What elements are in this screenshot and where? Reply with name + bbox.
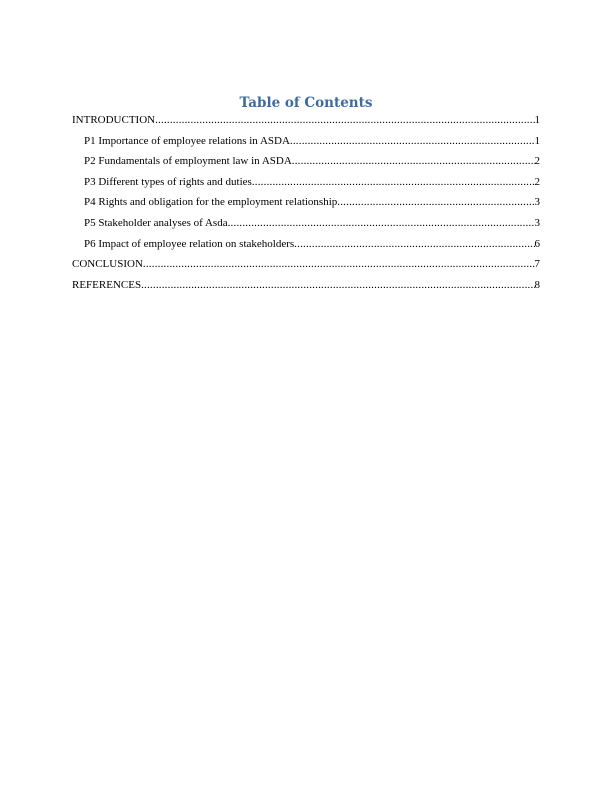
toc-entry-page: 1	[534, 134, 540, 147]
toc-entry-page: 6	[534, 237, 540, 250]
toc-entry-p4[interactable]	[72, 196, 540, 217]
dot-leader	[337, 196, 534, 208]
toc-entry-conclusion[interactable]	[72, 258, 540, 279]
dot-leader	[141, 279, 534, 291]
toc-entry-label: P5 Stakeholder analyses of Asda	[84, 216, 228, 229]
toc-entry-label: P2 Fundamentals of employment law in ASDA	[84, 155, 292, 168]
toc-entry-references[interactable]	[72, 279, 540, 300]
toc-entry-page: 7	[534, 258, 540, 271]
toc-entry-label: CONCLUSION	[72, 258, 143, 271]
toc-entry-p3[interactable]	[72, 176, 540, 197]
toc-entry-page: 1	[534, 114, 540, 126]
toc-entry-p6[interactable]	[72, 238, 540, 259]
toc-entry-page: 2	[534, 155, 540, 168]
toc-entry-label: P1 Importance of employee relations in ASDA	[84, 134, 290, 147]
toc-entry-page: 3	[534, 196, 540, 209]
toc-entry-p1[interactable]	[72, 135, 540, 156]
dot-leader	[290, 135, 535, 147]
toc-entry-label: P6 Impact of employee relation on stakeholders	[84, 237, 295, 250]
dot-leader	[292, 155, 535, 167]
toc-entry-page: 3	[534, 216, 540, 229]
toc-entry-p5[interactable]	[72, 217, 540, 238]
toc-entry-introduction[interactable]	[72, 114, 540, 135]
dot-leader	[143, 258, 535, 270]
toc-entry-page: 2	[534, 175, 540, 188]
toc-list	[72, 114, 540, 299]
toc-entry-label: P4 Rights and obligation for the employment relationship	[84, 196, 338, 209]
dot-leader	[155, 114, 534, 126]
toc-entry-p2[interactable]	[72, 155, 540, 176]
toc-entry-page: 8	[534, 278, 540, 291]
dot-leader	[252, 176, 535, 188]
dot-leader	[228, 217, 535, 229]
dot-leader	[294, 238, 534, 250]
toc-entry-label: P3 Different types of rights and duties	[84, 175, 252, 188]
toc-entry-label: INTRODUCTION	[72, 114, 156, 126]
toc-entry-label: REFERENCES	[72, 278, 142, 291]
toc-title: Table of Contents	[239, 95, 373, 111]
